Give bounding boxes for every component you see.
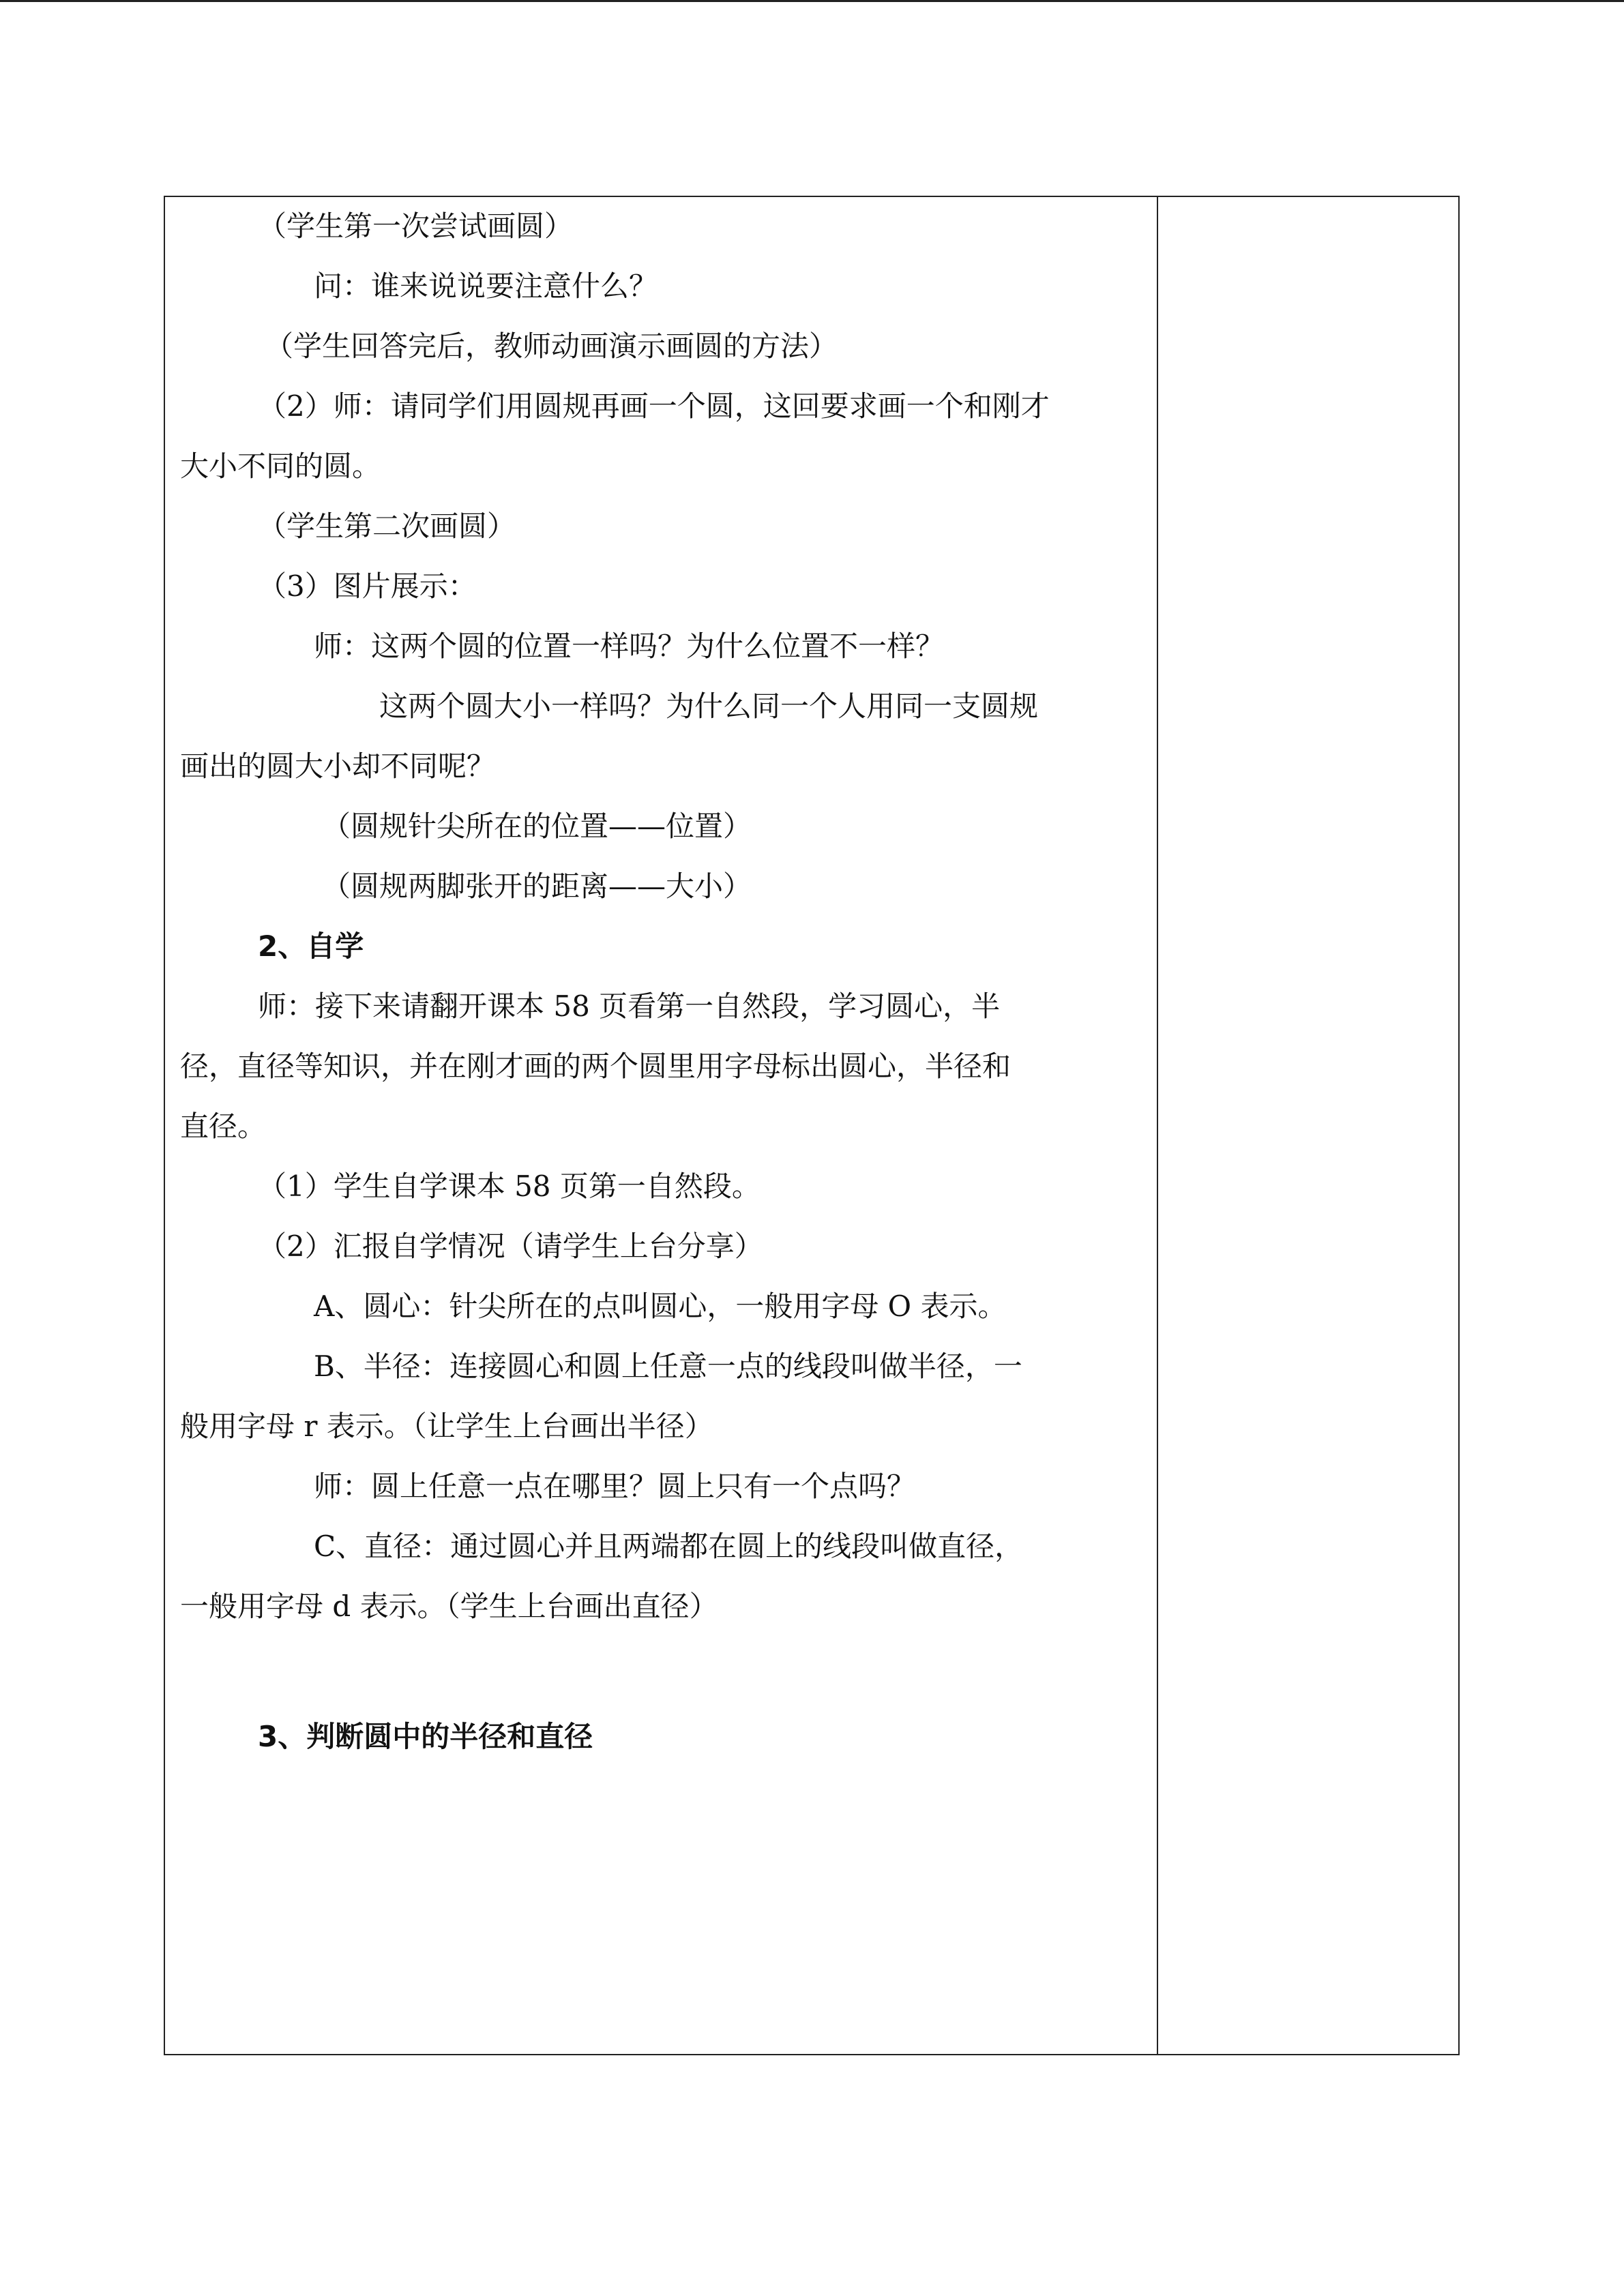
text-line: （3）图片展示： — [258, 569, 477, 603]
text-line: C、直径：通过圆心并且两端都在圆上的线段叫做直径， — [314, 1530, 1024, 1563]
text-line: （圆规针尖所在的位置——位置） — [322, 809, 752, 843]
text-line: （学生回答完后，教师动画演示画圆的方法） — [265, 329, 838, 363]
text-line: （学生第一次尝试画圆） — [258, 209, 574, 243]
text-line: （学生第二次画圆） — [258, 509, 516, 543]
text-line: 一般用字母 d 表示。（学生上台画出直径） — [180, 1590, 718, 1623]
text-line: （1）学生自学课本 58 页第一自然段。 — [258, 1169, 761, 1203]
text-line: 问：谁来说说要注意什么？ — [314, 269, 658, 303]
text-line: （2）汇报自学情况（请学生上台分享） — [258, 1229, 763, 1263]
text-line: 般用字母 r 表示。（让学生上台画出半径） — [180, 1410, 713, 1443]
text-line: 径，直径等知识，并在刚才画的两个圆里用字母标出圆心，半径和 — [180, 1049, 1012, 1083]
text-line: 画出的圆大小却不同呢？ — [180, 749, 496, 783]
text-line: （圆规两脚张开的距离——大小） — [322, 869, 752, 903]
section-heading: 2、自学 — [258, 929, 364, 963]
lesson-table — [164, 196, 1460, 2055]
text-line: 师：圆上任意一点在哪里？圆上只有一个点吗？ — [314, 1470, 916, 1503]
text-line: 师：接下来请翻开课本 58 页看第一自然段，学习圆心，半 — [258, 989, 1001, 1023]
text-line: B、半径：连接圆心和圆上任意一点的线段叫做半径，一 — [314, 1350, 1022, 1383]
lesson-content-cell — [180, 197, 1149, 2054]
notes-cell — [1158, 197, 1458, 2054]
text-line: 直径。 — [180, 1109, 267, 1143]
section-heading: 3、判断圆中的半径和直径 — [258, 1720, 593, 1753]
page-top-rule — [0, 0, 1624, 2]
text-line: A、圆心：针尖所在的点叫圆心，一般用字母 O 表示。 — [314, 1289, 1007, 1323]
text-line: 大小不同的圆。 — [180, 449, 381, 483]
text-line: 师：这两个圆的位置一样吗？为什么位置不一样？ — [314, 629, 945, 663]
text-line: （2）师：请同学们用圆规再画一个圆，这回要求画一个和刚才 — [258, 389, 1050, 423]
text-line: 这两个圆大小一样吗？为什么同一个人用同一支圆规 — [379, 689, 1039, 723]
